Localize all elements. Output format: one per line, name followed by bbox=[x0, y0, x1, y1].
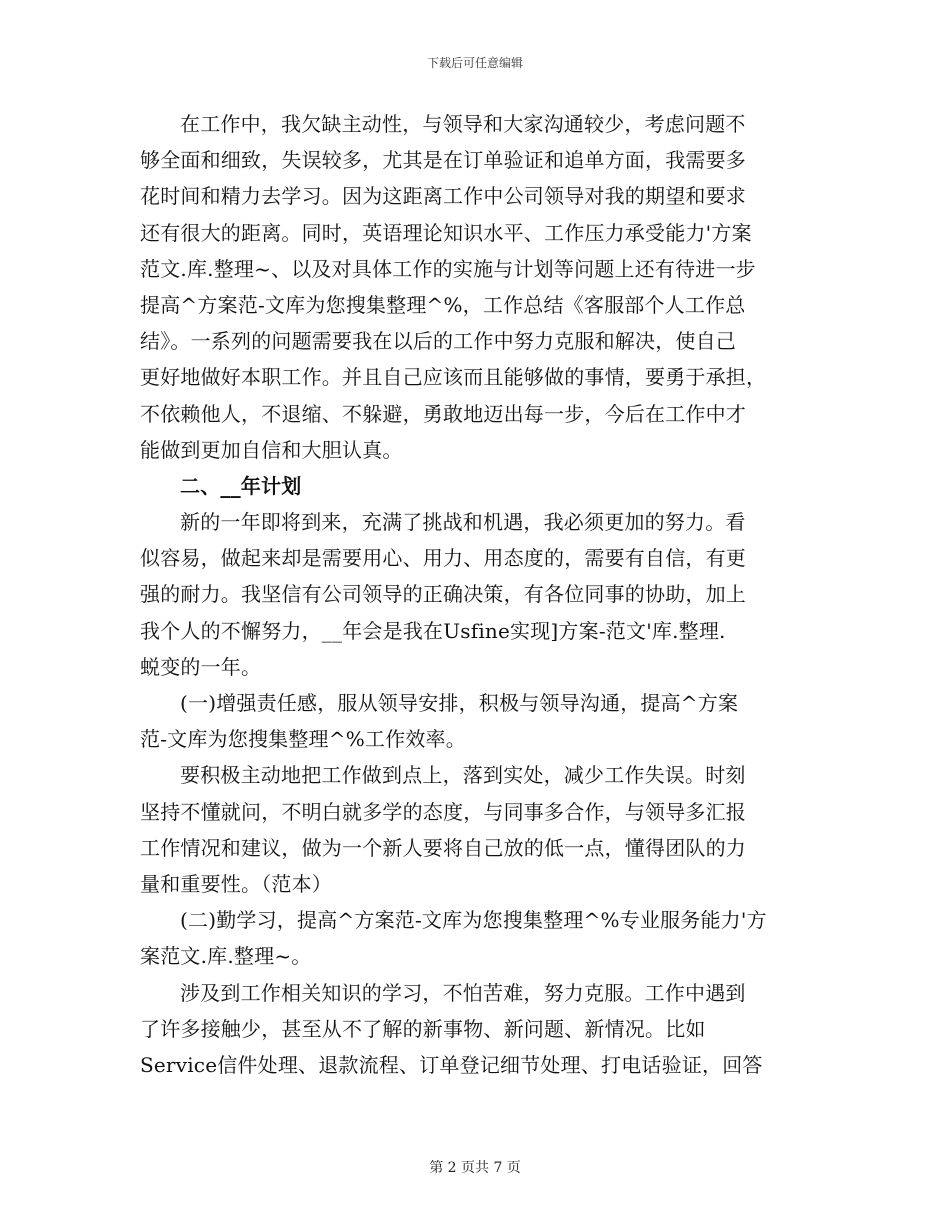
body-text bbox=[140, 106, 806, 1083]
section-heading: 二、__年计划 bbox=[180, 473, 302, 498]
page-header: 下载后可任意编辑 bbox=[426, 56, 523, 70]
paragraph-line: 我个人的不懈努力，__年会是我在Usfine实现]方案-范文'库.整理. bbox=[140, 618, 726, 643]
paragraph-line: 似容易，做起来却是需要用心、用力、用态度的，需要有自信，有更 bbox=[140, 546, 746, 571]
paragraph-line: 新的一年即将到来，充满了挑战和机遇，我必须更加的努力。看 bbox=[180, 510, 746, 535]
subsection-line: (一)增强责任感，服从领导安排，积极与领导沟通，提高^方案 bbox=[180, 691, 739, 715]
paragraph-line: 能做到更加自信和大胆认真。 bbox=[140, 437, 403, 462]
paragraph-line: 要积极主动地把工作做到点上，落到实处，减少工作失误。时刻 bbox=[180, 763, 746, 788]
subsection-line: 案范文.库.整理~。 bbox=[140, 944, 312, 969]
paragraph-line: 提高^方案范-文库为您搜集整理^%，工作总结《客服部个人工作总 bbox=[140, 292, 746, 317]
paragraph-line: 花时间和精力去学习。因为这距离工作中公司领导对我的期望和要求 bbox=[140, 184, 746, 209]
paragraph-line: 够全面和细致，失误较多，尤其是在订单验证和追单方面，我需要多 bbox=[140, 148, 746, 173]
paragraph-line: 在工作中，我欠缺主动性，与领导和大家沟通较少，考虑问题不 bbox=[180, 112, 746, 136]
paragraph-line: 了许多接触少，甚至从不了解的新事物、新问题、新情况。比如 bbox=[140, 1016, 706, 1041]
paragraph-line: 结》。一系列的问题需要我在以后的工作中努力克服和解决，使自己 bbox=[140, 329, 736, 354]
paragraph-line: 工作情况和建议，做为一个新人要将自己放的低一点，懂得团队的力 bbox=[140, 835, 746, 860]
paragraph-line: 范文.库.整理~、以及对具体工作的实施与计划等问题上还有待进一步 bbox=[140, 256, 756, 281]
paragraph-line: 还有很大的距离。同时，英语理论知识水平、工作压力承受能力'方案 bbox=[140, 220, 752, 245]
paragraph-line: 蜕变的一年。 bbox=[140, 654, 262, 679]
paragraph-line: 更好地做好本职工作。并且自己应该而且能够做的事情，要勇于承担， bbox=[140, 365, 767, 390]
subsection-line: 范-文库为您搜集整理^%工作效率。 bbox=[140, 727, 466, 752]
paragraph-line: 涉及到工作相关知识的学习，不怕苦难，努力克服。工作中遇到 bbox=[180, 980, 746, 1005]
subsection-line: (二)勤学习，提高^方案范-文库为您搜集整理^%专业服务能力'方 bbox=[180, 908, 767, 933]
paragraph-line: 不依赖他人，不退缩、不躲避，勇敢地迈出每一步，今后在工作中才 bbox=[140, 401, 746, 426]
paragraph-line: 坚持不懂就问，不明白就多学的态度，与同事多合作，与领导多汇报 bbox=[140, 799, 746, 824]
paragraph-line: 强的耐力。我坚信有公司领导的正确决策，有各位同事的协助，加上 bbox=[140, 582, 746, 607]
paragraph-line: Service信件处理、退款流程、订单登记细节处理、打电话验证，回答 bbox=[140, 1052, 763, 1077]
paragraph-line: 量和重要性。（范本） bbox=[140, 871, 332, 896]
page-footer: 第 2 页共 7 页 bbox=[429, 1160, 521, 1176]
